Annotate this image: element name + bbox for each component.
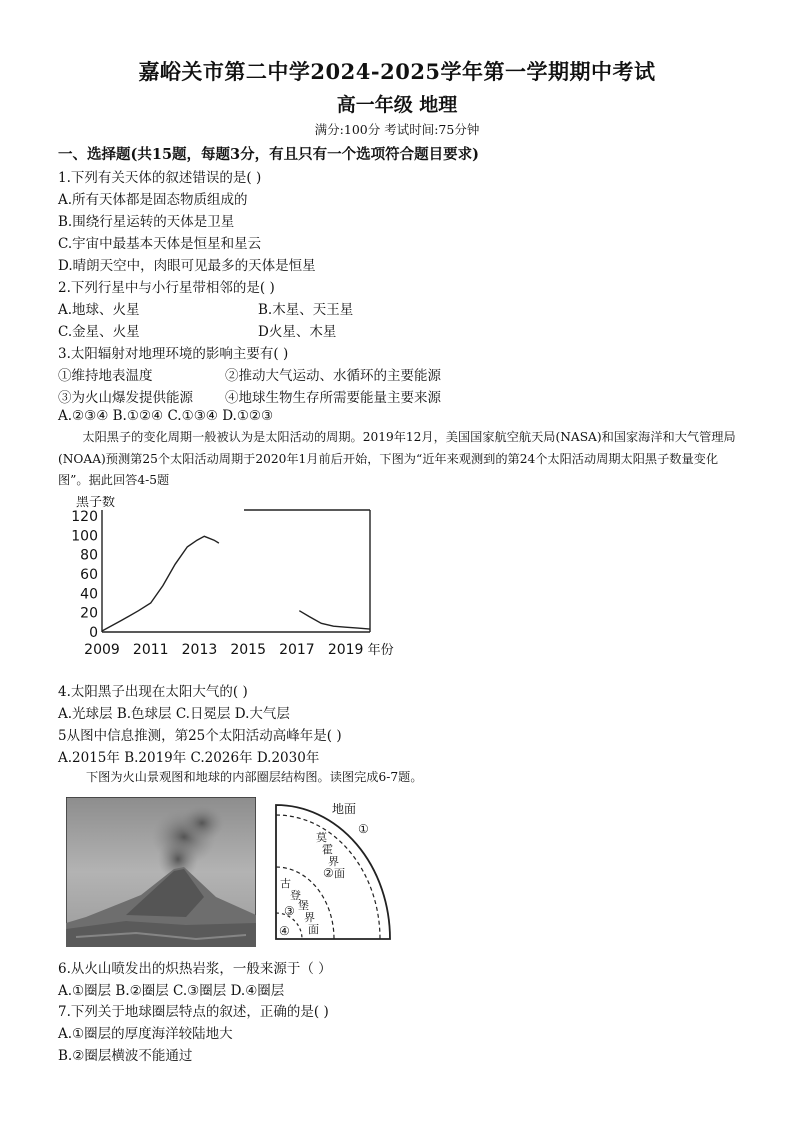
passage-sunspots: 太阳黑子的变化周期一般被认为是太阳活动的周期。2019年12月，美国国家航空航天局(NASA)和国家海洋和大气管理局(NOAA)预测第25个太阳活动周期于2020年1月前后开始，下图为“近年来观测到的第24个太阳活动周期太阳黑子数量变化图”。据此回答4-5题: [58, 430, 736, 487]
q1-option-d: D.晴朗天空中，肉眼可见最多的天体是恒星: [58, 258, 316, 274]
y-tick-label: 0: [89, 625, 98, 641]
series-line-1: [102, 536, 219, 631]
x-tick-label: 2013: [181, 642, 218, 658]
q3-stem: 3.太阳辐射对地理环境的影响主要有( ): [58, 346, 289, 362]
y-tick-label: 20: [80, 605, 98, 622]
x-axis-label: 年份: [367, 643, 394, 658]
q4-stem: 4.太阳黑子出现在太阳大气的( ): [58, 684, 248, 700]
earth-structure-svg: [268, 797, 398, 947]
section-heading: 一、选择题(共15题，每题3分，有且只有一个选项符合题目要求): [58, 146, 479, 163]
q2-option-d: D火星、木星: [258, 324, 337, 340]
marker-3: ③: [284, 904, 295, 918]
q1-option-a: A.所有天体都是固态物质组成的: [58, 192, 248, 208]
q6-stem: 6.从火山喷发出的炽热岩浆，一般来源于（ ）: [58, 961, 332, 977]
sunspot-chart-svg: [70, 496, 415, 664]
x-tick-label: 2009: [84, 642, 120, 658]
x-tick-label: 2019: [327, 642, 364, 658]
y-tick-label: 80: [80, 547, 98, 564]
marker-4: ④: [279, 924, 290, 938]
marker-1: ①: [358, 822, 369, 836]
volcano-image: [66, 797, 256, 947]
label-moho-2: 霍: [322, 843, 333, 856]
label-ground: 地面: [332, 802, 357, 816]
sunspot-chart: [70, 496, 415, 664]
label-gutenberg-2: 登: [290, 889, 301, 902]
q2-option-a: A.地球、火星: [58, 302, 140, 318]
q1-option-b: B.围绕行星运转的天体是卫星: [58, 214, 235, 230]
exam-meta: 满分:100分 考试时间:75分钟: [314, 122, 480, 137]
label-moho-4: 面: [334, 867, 345, 880]
q2-option-b: B.木星、天王星: [258, 302, 354, 318]
label-gutenberg-5: 面: [308, 923, 319, 936]
volcano-photo: [66, 797, 256, 947]
q3-item-2: ②推动大气运动、水循环的主要能源: [225, 368, 441, 384]
y-tick-label: 100: [71, 528, 98, 545]
label-gutenberg-3: 堡: [298, 899, 309, 912]
q5-options: A.2015年 B.2019年 C.2026年 D.2030年: [58, 750, 320, 766]
earth-structure-diagram: [268, 797, 398, 947]
y-tick-label: 60: [80, 567, 98, 583]
x-tick-label: 2015: [230, 642, 267, 658]
y-axis-label: 黑子数: [76, 496, 116, 510]
q7-stem: 7.下列关于地球圈层特点的叙述，正确的是( ): [58, 1004, 329, 1020]
q1-option-c: C.宇宙中最基本天体是恒星和星云: [58, 236, 262, 252]
passage-volcano: 下图为火山景观图和地球的内部圈层结构图。读图完成6-7题。: [86, 770, 423, 784]
exam-title: 嘉峪关市第二中学2024-2025学年第一学期期中考试: [138, 59, 656, 84]
q1-stem: 1.下列有关天体的叙述错误的是( ): [58, 170, 262, 186]
y-tick-label: 120: [71, 509, 98, 525]
label-moho-1: 莫: [316, 831, 327, 844]
q3-options: A.②③④ B.①②④ C.①③④ D.①②③: [58, 408, 274, 424]
q7-option-b: B.②圈层横波不能通过: [58, 1048, 193, 1064]
q3-item-4: ④地球生物生存所需要能量主要来源: [225, 390, 441, 406]
label-moho-3: 界: [328, 855, 339, 868]
x-tick-label: 2011: [132, 642, 169, 658]
exam-subtitle: 高一年级 地理: [336, 94, 458, 116]
label-gutenberg-1: 古: [280, 877, 291, 890]
label-gutenberg-4: 界: [304, 911, 315, 924]
q3-item-3: ③为火山爆发提供能源: [58, 390, 193, 406]
q7-option-a: A.①圈层的厚度海洋较陆地大: [58, 1026, 233, 1042]
y-tick-label: 40: [80, 586, 98, 603]
series-line-2: [299, 611, 370, 629]
q5-stem: 5从图中信息推测，第25个太阳活动高峰年是( ): [58, 728, 342, 744]
marker-2: ②: [323, 866, 334, 880]
q6-options: A.①圈层 B.②圈层 C.③圈层 D.④圈层: [58, 983, 285, 999]
q3-item-1: ①维持地表温度: [58, 368, 153, 384]
q2-stem: 2.下列行星中与小行星带相邻的是( ): [58, 280, 275, 296]
q2-option-c: C.金星、火星: [58, 324, 140, 340]
x-tick-label: 2017: [279, 642, 315, 658]
q4-options: A.光球层 B.色球层 C.日冕层 D.大气层: [58, 706, 290, 722]
